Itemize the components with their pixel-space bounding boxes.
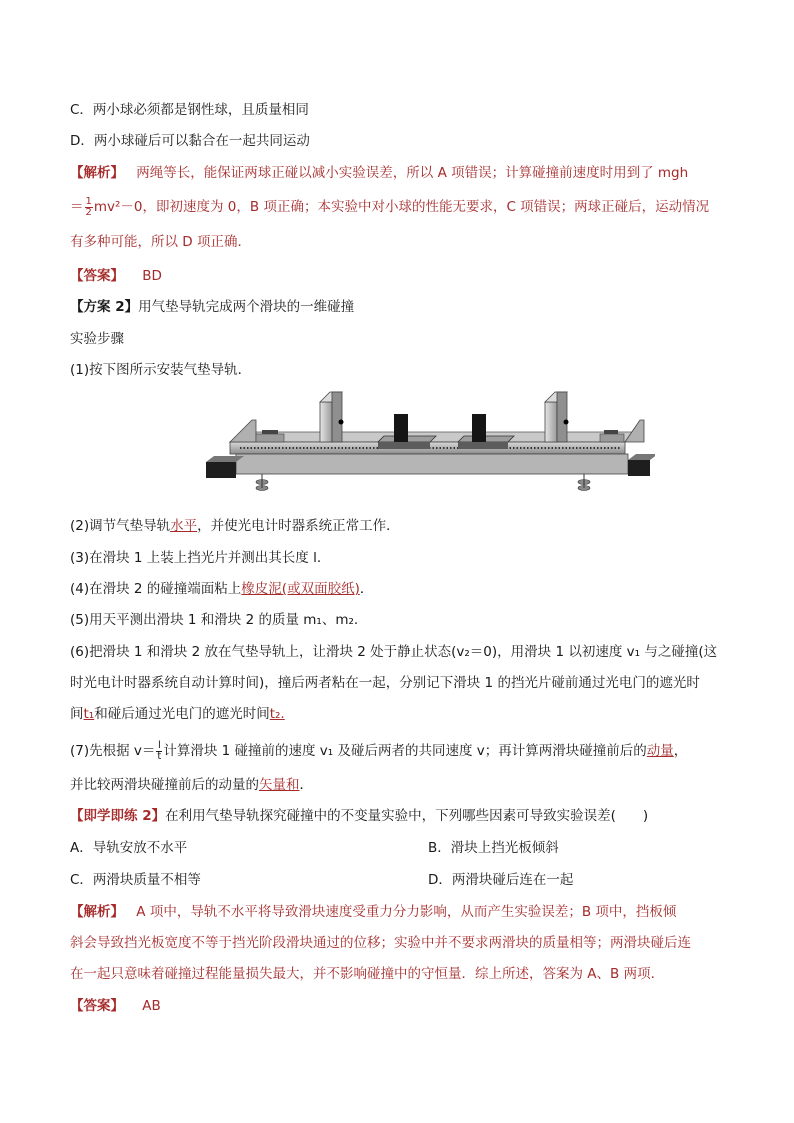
scheme-tag: 【方案 2】 <box>70 299 139 315</box>
analysis-2-line-1 <box>70 901 730 923</box>
answer-tag: 【答案】 <box>70 998 124 1014</box>
step-7-line-2 <box>70 774 730 796</box>
answer-value: BD <box>142 268 162 284</box>
practice-2-question <box>70 805 730 827</box>
analysis-tag: 【解析】 <box>70 165 124 181</box>
right-end-stop <box>600 420 644 442</box>
fraction-half <box>85 197 93 218</box>
scheme-title: 用气垫导轨完成两个滑块的一维碰撞 <box>138 299 355 315</box>
answer-tag: 【答案】 <box>70 268 124 284</box>
practice-2-options-row-1 <box>70 837 730 859</box>
analysis-tag: 【解析】 <box>70 904 124 920</box>
analysis-2-line-3: 在一起只意味着碰撞过程能量损失最大，并不影响碰撞中的守恒量．综上所述，答案为 A、B 两项． <box>70 966 665 982</box>
step-4 <box>70 578 730 600</box>
step-answer: 矢量和 <box>259 777 300 793</box>
step-text: (7)先根据 v＝ <box>70 743 156 759</box>
analysis-text: mv²－0，即初速度为 0，B 项正确；本实验中对小球的性能无要求，C 项错误；两球正碰后，运动情况 <box>93 199 710 215</box>
step-3: (3)在滑块 1 上装上挡光片并测出其长度 l. <box>70 550 322 566</box>
air-track-figure <box>200 390 655 500</box>
photogate-left <box>320 392 344 442</box>
fraction-denominator: t <box>157 750 162 762</box>
option-c: C．两小球必须都是钢性球，且质量相同 <box>70 102 309 118</box>
answer-value: AB <box>142 998 161 1014</box>
step-5: (5)用天平测出滑块 1 和滑块 2 的质量 m₁、m₂. <box>70 612 359 628</box>
step-answer: 水平 <box>170 518 198 534</box>
practice-2-options-row-2 <box>70 869 730 891</box>
option-a: A．导轨安放不水平 <box>70 840 188 856</box>
option-b: B．滑块上挡光板倾斜 <box>428 840 559 856</box>
analysis-1-line-1 <box>70 162 730 184</box>
steps-heading: 实验步骤 <box>70 331 124 347</box>
step-6-line-2: 时光电计时器系统自动计算时间)，撞后两者粘在一起，分别记下滑块 1 的挡光片碰前通过光电门的遮光时 <box>70 675 700 691</box>
option-d: D．两小球碰后可以黏合在一起共同运动 <box>70 133 310 149</box>
option-c: C．两滑块质量不相等 <box>70 872 201 888</box>
step-answer: 橡皮泥(或双面胶纸) <box>241 581 360 597</box>
practice-tag: 【即学即练 2】 <box>70 808 166 824</box>
step-6-line-1: (6)把滑块 1 和滑块 2 放在气垫导轨上，让滑块 2 处于静止状态(v₂＝0)，用滑块 1 以初速度 v₁ 与之碰撞(这 <box>70 644 718 660</box>
option-d: D．两滑块碰后连在一起 <box>428 872 574 888</box>
step-answer: 动量 <box>646 743 674 759</box>
step-2 <box>70 515 730 537</box>
step-text: 和碰后通过光电门的遮光时间 <box>94 706 270 722</box>
step-answer: t₂. <box>269 706 285 722</box>
step-text: 并比较两滑块碰撞前后的动量的 <box>70 777 259 793</box>
step-6-line-3 <box>70 703 730 725</box>
step-text: ． <box>299 777 313 793</box>
analysis-2-line-2: 斜会导致挡光板宽度不等于挡光阶段滑块通过的位移；实验中并不要求两滑块的质量相等；两滑块碰后连 <box>70 935 691 951</box>
analysis-text: A 项中，导轨不水平将导致滑块速度受重力分力影响，从而产生实验误差；B 项中，挡板倾 <box>136 904 677 920</box>
step-7-line-1 <box>70 740 730 762</box>
equals-sign: ＝ <box>70 199 84 215</box>
step-1: (1)按下图所示安装气垫导轨． <box>70 362 252 378</box>
slider-1 <box>378 414 436 449</box>
step-answer: t₁ <box>83 706 95 722</box>
step-text: ，并使光电计时器系统正常工作． <box>197 518 400 534</box>
scheme-2-heading <box>70 296 730 318</box>
step-text: 间 <box>70 706 84 722</box>
step-text: 计算滑块 1 碰撞前的速度 v₁ 及碰后两者的共同速度 v；再计算两滑块碰撞前后的 <box>163 743 647 759</box>
slider-2 <box>458 414 514 449</box>
answer-2 <box>70 995 730 1017</box>
step-text: ． <box>359 581 374 597</box>
analysis-1-line-3: 有多种可能，所以 D 项正确． <box>70 234 251 250</box>
leveling-screw-right <box>578 474 590 491</box>
fraction-numerator: l <box>157 739 161 751</box>
photogate-right <box>545 392 569 442</box>
analysis-text: 两绳等长，能保证两球正碰以减小实验误差，所以 A 项错误；计算碰撞前速度时用到了 mgh <box>136 165 689 181</box>
fraction-l-over-t <box>156 741 162 762</box>
step-text: (4)在滑块 2 的碰撞端面粘上 <box>70 581 242 597</box>
leveling-screw-left <box>256 474 268 491</box>
step-text: (2)调节气垫导轨 <box>70 518 171 534</box>
left-end-stop <box>230 420 284 442</box>
fraction-denominator: 2 <box>85 206 92 218</box>
answer-1 <box>70 265 730 287</box>
step-text: ， <box>673 743 688 759</box>
fraction-numerator: 1 <box>85 195 92 207</box>
analysis-1-line-2 <box>70 196 730 218</box>
practice-question: 在利用气垫导轨探究碰撞中的不变量实验中，下列哪些因素可导致实验误差( ) <box>165 808 649 824</box>
